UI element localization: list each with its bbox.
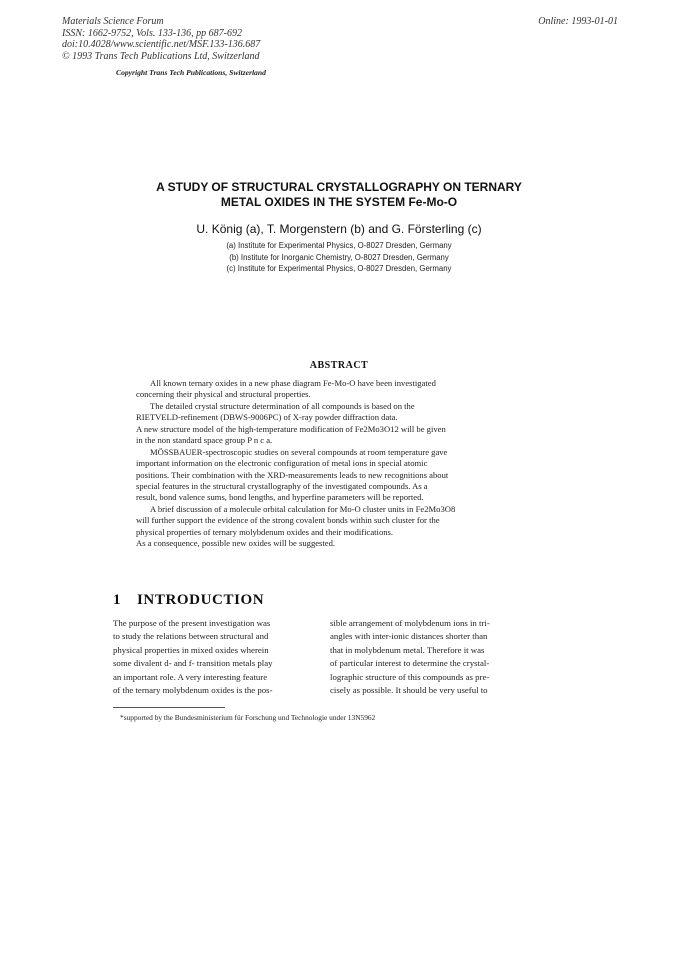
abstract-line: As a consequence, possible new oxides will be suggested.: [136, 538, 336, 549]
body-line: cisely as possible. It should be very useful to: [330, 684, 488, 695]
author-list: U. König (a), T. Morgenstern (b) and G. Försterling (c): [196, 222, 482, 236]
section-title: INTRODUCTION: [137, 592, 265, 608]
affiliation-c: (c) Institute for Experimental Physics, O-8027 Dresden, Germany: [226, 264, 452, 273]
body-column-right: [330, 617, 540, 697]
publisher-copyright: © 1993 Trans Tech Publications Ltd, Switzerland: [62, 50, 260, 62]
abstract-line: A brief discussion of a molecule orbital calculation for Mo-O cluster units in Fe2Mo3O8: [150, 503, 456, 514]
abstract-line: The detailed crystal structure determination of all compounds is based on the: [150, 400, 415, 411]
affiliations: [0, 240, 678, 275]
footnote-divider: [113, 707, 225, 708]
body-line: of the ternary molybdenum oxides is the pos-: [113, 684, 273, 695]
footnote: *supported by the Bundesministerium für Forschung und Technologie under 13N5962: [120, 713, 376, 722]
abstract-line: in the non standard space group P n c a.: [136, 435, 273, 446]
abstract-line: concerning their physical and structural properties.: [136, 389, 311, 400]
abstract-line: RIETVELD-refinement (DBWS-9006PC) of X-ray powder diffraction data.: [136, 412, 398, 423]
affiliation-b: (b) Institute for Inorganic Chemistry, O-8027 Dresden, Germany: [229, 252, 449, 262]
body-line: The purpose of the present investigation was: [113, 618, 271, 628]
abstract-line: All known ternary oxides in a new phase diagram Fe-Mo-O have been investigated: [150, 378, 436, 388]
issn-line: ISSN: 1662-9752, Vols. 133-136, pp 687-692: [62, 27, 242, 39]
journal-name: Materials Science Forum: [62, 16, 164, 27]
section-number: 1: [113, 592, 121, 608]
doi-line: doi:10.4028/www.scientific.net/MSF.133-136.687: [62, 39, 261, 50]
abstract-heading: ABSTRACT: [309, 360, 369, 371]
body-column-left: [113, 617, 323, 697]
affiliation-a: (a) Institute for Experimental Physics, O-8027 Dresden, Germany: [226, 241, 452, 250]
abstract-line: MÖSSBAUER-spectroscopic studies on several compounds at room temperature gave: [150, 446, 448, 457]
body-line: an important role. A very interesting feature: [113, 671, 268, 682]
body-line: angles with inter-ionic distances shorter than: [330, 631, 488, 642]
journal-metadata: [62, 16, 260, 62]
body-line: physical properties in mixed oxides wherein: [113, 644, 269, 655]
abstract-line: will further support the evidence of the strong covalent bonds within such cluster for the: [136, 515, 440, 526]
abstract-body: [136, 378, 516, 550]
abstract-line: result, bond valence sums, bond lengths, and hyperfine parameters will be reported.: [136, 492, 424, 503]
copyright-notice: Copyright Trans Tech Publications, Switzerland: [116, 68, 266, 77]
abstract-line: A new structure model of the high-temperature modification of Fe2Mo3O12 will be given: [136, 423, 446, 434]
body-line: to study the relations between structural and: [113, 631, 269, 642]
abstract-line: positions. Their combination with the XRD-measurements leads to new recognitions about: [136, 469, 449, 480]
body-line: sible arrangement of molybdenum ions in tri-: [330, 618, 490, 628]
paper-title: [0, 180, 678, 210]
body-line: of particular interest to determine the crystal-: [330, 658, 490, 669]
online-date: Online: 1993-01-01: [538, 16, 618, 27]
body-line: some divalent d- and f- transition metals play: [113, 658, 273, 669]
title-line-1: A STUDY OF STRUCTURAL CRYSTALLOGRAPHY ON TERNARY: [156, 180, 522, 194]
abstract-line: physical properties of ternary molybdenum oxides and their modifications.: [136, 526, 394, 537]
abstract-line: special features in the structural crystallography of the investigated compounds. As a: [136, 480, 428, 491]
title-line-2: METAL OXIDES IN THE SYSTEM Fe-Mo-O: [220, 195, 458, 209]
body-line: that in molybdenum metal. Therefore it was: [330, 644, 485, 655]
body-line: lographic structure of this compounds as pre-: [330, 671, 490, 682]
abstract-line: important information on the electronic configuration of metal ions in special atomic: [136, 458, 428, 469]
